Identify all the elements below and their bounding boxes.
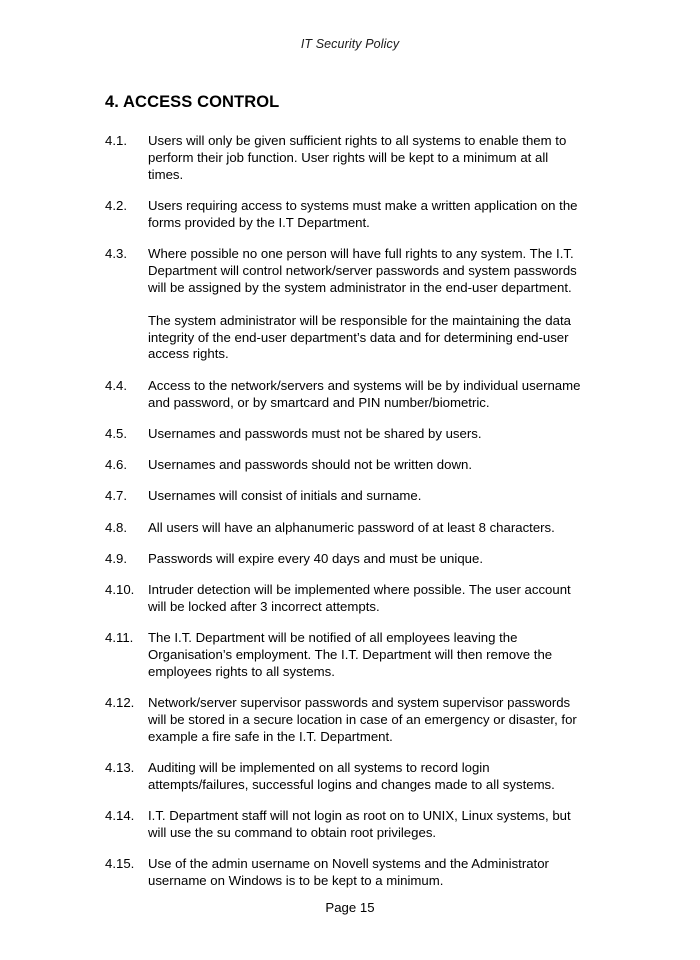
clause-paragraph: All users will have an alphanumeric password of at least 8 characters. xyxy=(148,519,555,535)
clause xyxy=(105,198,586,232)
clause-paragraph: The I.T. Department will be notified of all employees leaving the Organisation’s employment. The I.T. Department will then remove the employees rights to all systems. xyxy=(148,630,553,680)
clause-body xyxy=(148,582,586,616)
clause-paragraph: Users will only be given sufficient rights to all systems to enable them to perform their job function. User rights will be kept to a minimum at all times. xyxy=(148,133,567,182)
clause-number: 4.10. xyxy=(105,582,135,598)
clause-number: 4.11. xyxy=(105,630,134,646)
clause-paragraph: Use of the admin username on Novell systems and the Administrator username on Windows is to be kept to a minimum. xyxy=(148,856,549,889)
clause-number: 4.7. xyxy=(105,488,127,504)
clause-paragraph: Usernames and passwords should not be written down. xyxy=(148,457,473,473)
clause-list xyxy=(105,133,586,890)
clause-number: 4.1. xyxy=(105,133,127,148)
clause-number: 4.13. xyxy=(105,760,135,776)
clause-paragraph: Intruder detection will be implemented where possible. The user account will be locked after 3 incorrect attempts. xyxy=(148,582,571,615)
clause-body xyxy=(148,457,586,474)
clause-body xyxy=(148,551,586,568)
clause-paragraph: Access to the network/servers and systems will be by individual username and password, or by smartcard and PIN number/biometric. xyxy=(148,377,581,410)
clause-body xyxy=(148,198,586,232)
clause xyxy=(105,808,586,842)
clause-body xyxy=(148,488,586,505)
clause xyxy=(105,630,586,680)
clause-number: 4.15. xyxy=(105,856,135,872)
clause xyxy=(105,520,586,537)
clause xyxy=(105,695,586,745)
clause-paragraph: Usernames and passwords must not be shared by users. xyxy=(148,425,482,441)
clause-paragraph: Where possible no one person will have full rights to any system. The I.T. Department will control network/server passwords and system passwords will be assigned by the system administrator in the end-user department. xyxy=(148,245,577,295)
clause xyxy=(105,246,586,363)
clause-paragraph: Network/server supervisor passwords and system supervisor passwords will be stored in a secure location in case of an emergency or disaster, for example a fire safe in the I.T. Department. xyxy=(148,695,577,744)
page-footer: Page 15 xyxy=(325,900,375,915)
clause xyxy=(105,760,586,794)
clause-number: 4.14. xyxy=(105,808,135,824)
clause-body xyxy=(148,246,586,363)
clause-body xyxy=(148,133,586,183)
clause-paragraph: Usernames will consist of initials and surname. xyxy=(148,488,422,504)
clause-body xyxy=(148,808,586,842)
running-header: IT Security Policy xyxy=(300,37,400,51)
clause-body xyxy=(148,378,586,412)
clause-body xyxy=(148,520,586,537)
clause xyxy=(105,551,586,568)
clause xyxy=(105,133,586,183)
clause-number: 4.9. xyxy=(105,551,127,567)
clause-number: 4.2. xyxy=(105,197,127,213)
clause-body xyxy=(148,760,586,794)
clause-body xyxy=(148,695,586,745)
clause xyxy=(105,378,586,412)
clause xyxy=(105,582,586,616)
clause-continuation-paragraph: The system administrator will be responsible for the maintaining the data integrity of the end-user department’s data and for determining end-user access rights. xyxy=(148,312,571,362)
clause xyxy=(105,488,586,505)
clause-body xyxy=(148,630,586,680)
clause-number: 4.3. xyxy=(105,245,127,261)
section-heading: 4. ACCESS CONTROL xyxy=(105,93,280,111)
clause-number: 4.5. xyxy=(105,425,127,441)
clause-number: 4.6. xyxy=(105,457,127,473)
clause-paragraph: I.T. Department staff will not login as root on to UNIX, Linux systems, but will use the su command to obtain root privileges. xyxy=(148,808,571,841)
clause-body xyxy=(148,856,586,890)
clause-number: 4.12. xyxy=(105,695,135,711)
clause-paragraph: Users requiring access to systems must make a written application on the forms provided by the I.T Department. xyxy=(148,197,578,230)
clause xyxy=(105,457,586,474)
clause-number: 4.4. xyxy=(105,377,127,393)
clause-body xyxy=(148,426,586,443)
clause xyxy=(105,856,586,890)
clause xyxy=(105,426,586,443)
clause-paragraph: Passwords will expire every 40 days and must be unique. xyxy=(148,551,483,567)
clause-number: 4.8. xyxy=(105,519,127,535)
clause-paragraph: Auditing will be implemented on all systems to record login attempts/failures, successful logins and changes made to all systems. xyxy=(148,760,555,793)
document-body xyxy=(105,92,586,905)
